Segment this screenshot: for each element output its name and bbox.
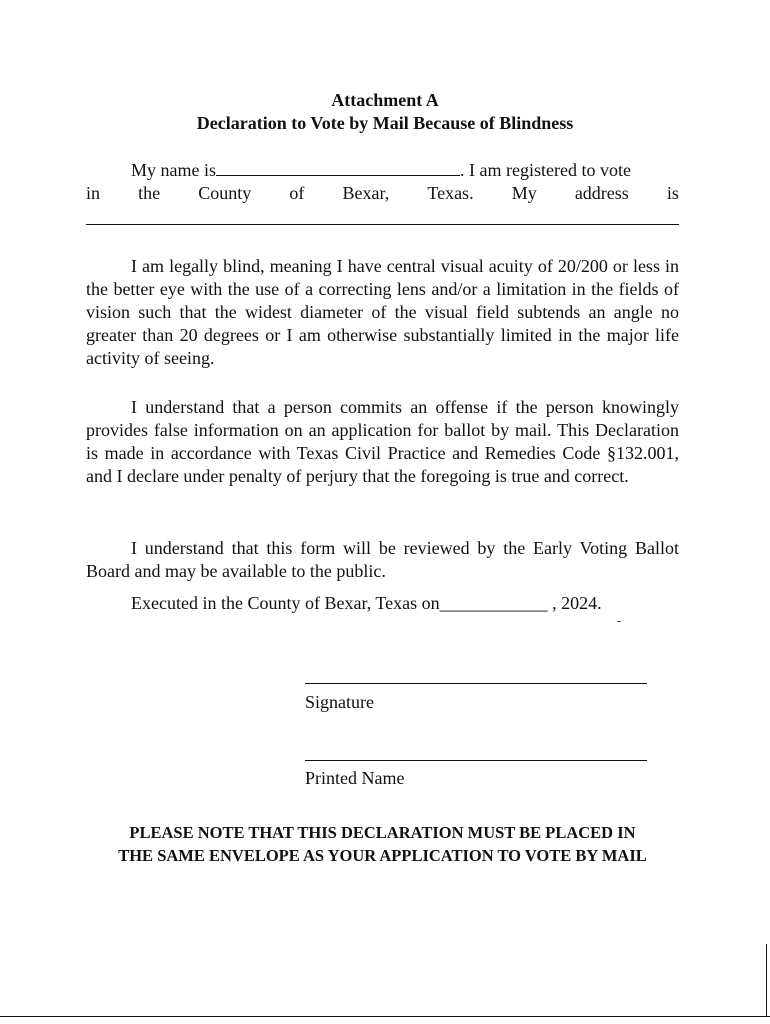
word: in — [86, 183, 101, 203]
signature-label: Signature — [305, 692, 374, 712]
name-prefix: My name is — [131, 160, 216, 180]
blindness-statement: I am legally blind, meaning I have central visual acuity of 20/200 or less in the better eye with the use of a correcting lens and/or a limitation in the fields of vision such that the widest diameter of the visual field subtends an angle no greater than 20 degrees or I am otherwise substantially limited in the major life activity of seeing. — [86, 256, 679, 368]
page-side-border — [766, 944, 767, 1016]
perjury-statement: I understand that a person commits an offense if the person knowingly provides false information on an application for ballot by mail. This Declaration is made in accordance with Texas Civil Practice and Remedies Code §132.001, and I declare under penalty of perjury that the foregoing is true and correct. — [86, 397, 679, 486]
printed-name-label: Printed Name — [305, 768, 405, 788]
notice-line-1: PLEASE NOTE THAT THIS DECLARATION MUST BE PLACED IN — [129, 823, 636, 842]
address-statement-row — [86, 182, 679, 205]
page-bottom-border — [0, 1016, 770, 1017]
envelope-notice — [86, 821, 679, 867]
printed-name-line[interactable] — [305, 760, 647, 761]
word: My — [511, 183, 537, 203]
word: address — [574, 183, 629, 203]
execution-statement: Executed in the County of Bexar, Texas on____________ , 2024. — [131, 593, 602, 613]
notice-line-2: THE SAME ENVELOPE AS YOUR APPLICATION TO VOTE BY MAIL — [118, 846, 647, 865]
signature-line[interactable] — [305, 683, 647, 684]
word: County — [198, 183, 252, 203]
word: is — [666, 183, 679, 203]
declaration-title: Declaration to Vote by Mail Because of Blindness — [196, 113, 574, 133]
name-suffix: . I am registered to vote — [460, 160, 631, 180]
review-statement: I understand that this form will be reviewed by the Early Voting Ballot Board and may be available to the public. — [86, 538, 679, 581]
word: the — [138, 183, 161, 203]
name-statement — [86, 159, 679, 182]
name-blank-field[interactable] — [216, 159, 460, 176]
word: Texas. — [427, 183, 474, 203]
attachment-title: Attachment A — [331, 90, 439, 110]
address-blank-field[interactable] — [86, 224, 679, 225]
word: Bexar, — [342, 183, 390, 203]
word: of — [289, 183, 305, 203]
stray-mark — [617, 621, 621, 622]
